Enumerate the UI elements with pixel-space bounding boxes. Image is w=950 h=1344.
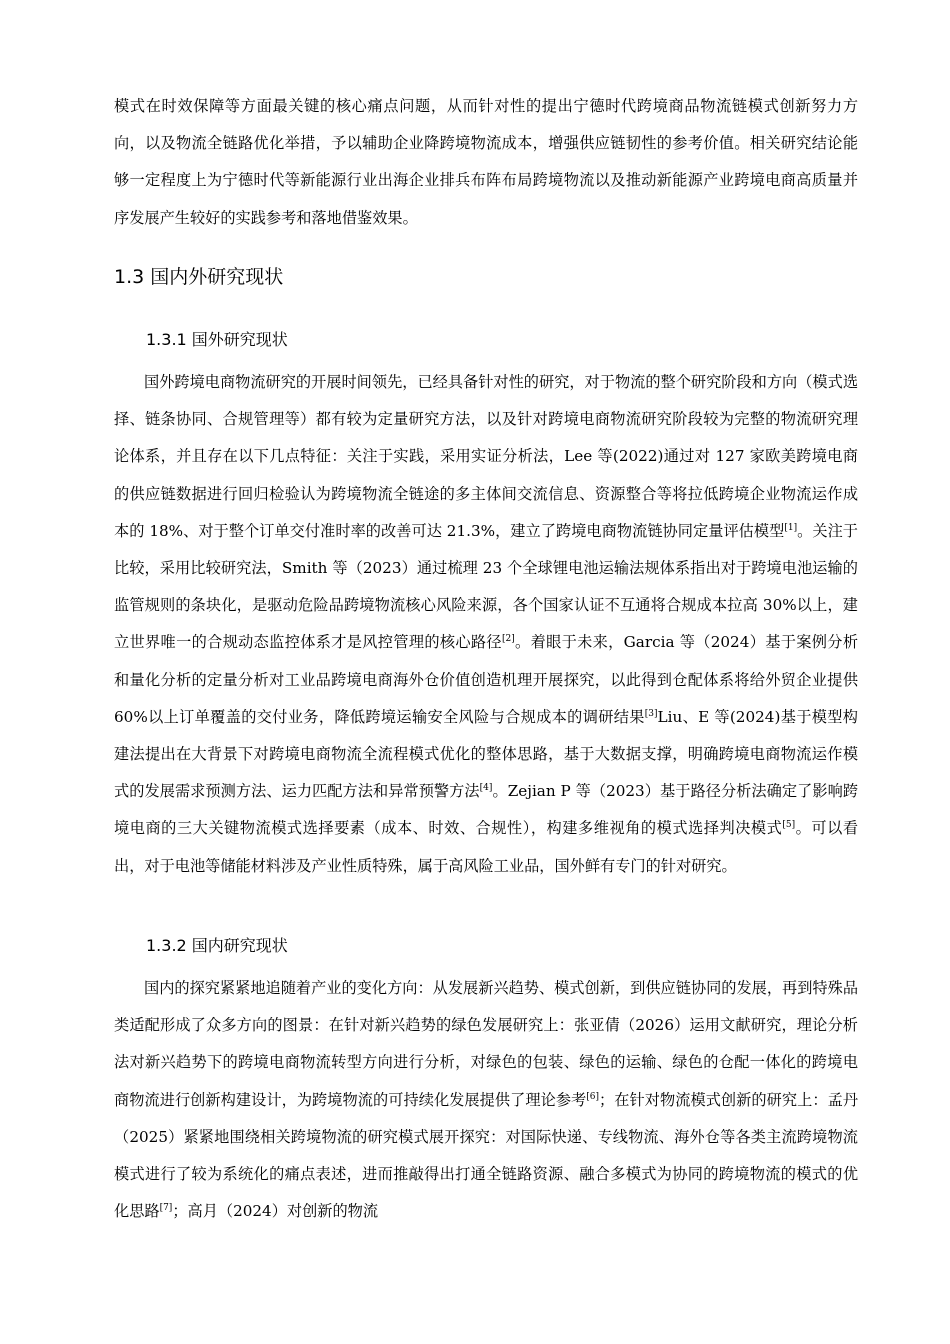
body-text: Liu、E 等(2024)基于模型构建法提出在大背景下对跨境电商物流全流程模式优化的整体思路，基于大数据支撑，明确跨境电商物流运作模式的发展需求预测方法、运力匹配方法和异常预警方法 [114, 707, 858, 801]
body-text: 。着眼于未来，Garcia 等（2024）基于案例分析和量化分析的定量分析对工业品跨境电商海外仓价值创造机理开展探究，以此得到仓配体系将给外贸企业提供 60%以上订单覆盖的交付业务，降低跨境运输安全风险与合规成本的调研结果 [114, 633, 859, 726]
foreign-research-paragraph [114, 364, 858, 885]
body-text: 国外跨境电商物流研究的开展时间领先，已经具备针对性的研究，对于物流的整个研究阶段和方向（模式选择、链条协同、合规管理等）都有较为定量研究方法，以及针对跨境电商物流研究阶段较为完整的物流研究理论体系，并且存在以下几点特征：关注于实践，采用实证分析法，Lee 等(2022)通过对 127 家欧美跨境电商的供应链数据进行回归检验认为跨境物流全链途的多主体间交流信息、资源整合等将拉低跨境企业物流运作成本的 18%、对于整个订单交付准时率的改善可达 21.3%，建立了跨境电商物流链协同定量评估模型 [114, 373, 858, 540]
body-text: 国内的探究紧紧地追随着产业的变化方向：从发展新兴趋势、模式创新，到供应链协同的发展，再到特殊品类适配形成了众多方向的图景：在针对新兴趋势的绿色发展研究上：张亚倩（2026）运用文献研究，理论分析法对新兴趋势下的跨境电商物流转型方向进行分析，对绿色的包装、绿色的运输、绿色的仓配一体化的跨境电商物流进行创新构建设计，为跨境物流的可持续化发展提供了理论参考 [114, 979, 858, 1109]
domestic-research-paragraph [114, 970, 858, 1230]
citation-3: [3] [644, 708, 658, 719]
section-heading-1-3-1: 1.3.1 国外研究现状 [146, 330, 288, 349]
citation-7: [7] [159, 1203, 173, 1214]
citation-6: [6] [586, 1091, 600, 1102]
citation-1: [1] [784, 522, 798, 533]
body-text: 。关注于比较，采用比较研究法，Smith 等（2023）通过梳理 23 个全球锂电池运输法规体系指出对于跨境电池运输的监管规则的条块化，是驱动危险品跨境物流核心风险来源，各个国家认证不互通将合规成本拉高 30%以上，建立世界唯一的合规动态监控体系才是风控管理的核心路径 [114, 521, 858, 652]
citation-2: [2] [501, 634, 515, 645]
citation-5: [5] [782, 820, 796, 831]
section-heading-1-3: 1.3 国内外研究现状 [114, 266, 284, 288]
body-text: ；在针对物流模式创新的研究上：孟丹（2025）紧紧地围绕相关跨境物流的研究模式展开探究：对国际快递、专线物流、海外仓等各类主流跨境物流模式进行了较为系统化的痛点表述，进而推敲得出打通全链路资源、融合多模式为协同的跨境物流的模式的优化思路 [114, 1090, 859, 1221]
intro-paragraph: 模式在时效保障等方面最关键的核心痛点问题，从而针对性的提出宁德时代跨境商品物流链模式创新努力方向，以及物流全链路优化举措，予以辅助企业降跨境物流成本，增强供应链韧性的参考价值。相关研究结论能够一定程度上为宁德时代等新能源行业出海企业排兵布阵布局跨境物流以及推动新能源产业跨境电商高质量并序发展产生较好的实践参考和落地借鉴效果。 [114, 97, 858, 227]
section-heading-1-3-2: 1.3.2 国内研究现状 [146, 936, 288, 955]
body-text: ；高月（2024）对创新的物流 [172, 1202, 379, 1221]
citation-4: [4] [479, 783, 493, 794]
body-text: 。Zejian P 等（2023）基于路径分析法确定了影响跨境电商的三大关键物流模式选择要素（成本、时效、合规性），构建多维视角的模式选择判决模式 [114, 782, 859, 838]
body-text: 。可以看出，对于电池等储能材料涉及产业性质特殊，属于高风险工业品，国外鲜有专门的针对研究。 [114, 819, 859, 875]
